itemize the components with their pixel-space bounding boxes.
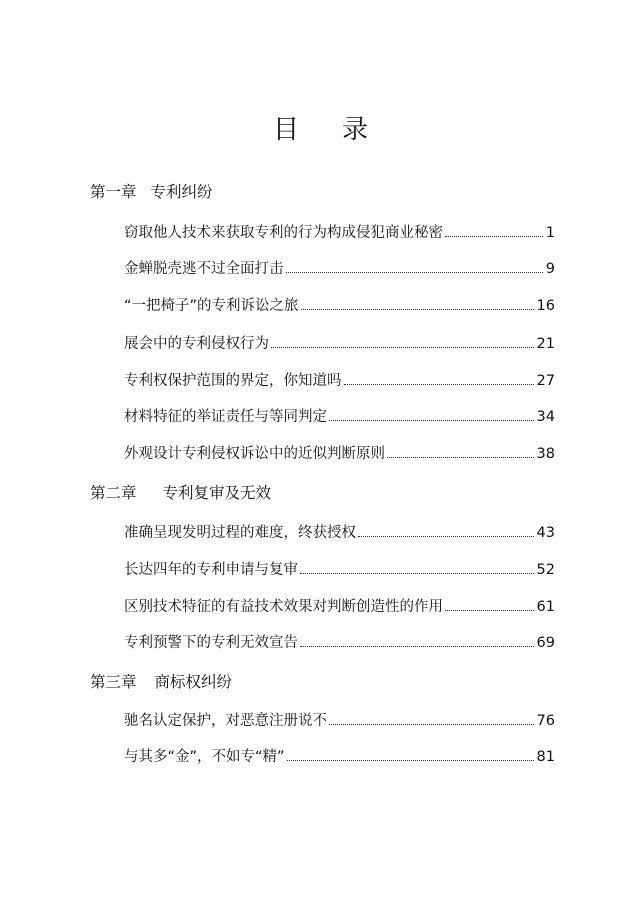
toc-entry-page: 52 [536, 562, 555, 578]
dot-leader [271, 347, 534, 348]
toc-entry-title: 展会中的专利侵权行为 [124, 336, 269, 352]
toc-entry[interactable] [124, 406, 555, 428]
toc-entry-page: 21 [536, 336, 555, 352]
toc-entry-title: 外观设计专利侵权诉讼中的近似判断原则 [124, 446, 385, 462]
dot-leader [300, 573, 534, 574]
toc-entry[interactable] [124, 710, 555, 732]
dot-leader [358, 536, 534, 537]
dot-leader [301, 309, 534, 310]
chapter-number: 第一章 [90, 183, 137, 201]
toc-entry-page: 1 [545, 225, 555, 241]
toc-entry[interactable] [124, 632, 555, 654]
toc-entry[interactable] [124, 258, 555, 280]
toc-entry-title: “一把椅子”的专利诉讼之旅 [124, 298, 299, 314]
toc-entry[interactable] [124, 295, 555, 317]
toc-entry-title: 材料特征的举证责任与等同判定 [124, 409, 327, 425]
toc-entry[interactable] [124, 559, 555, 581]
toc-entry-page: 43 [536, 525, 555, 541]
toc-entry[interactable] [124, 596, 555, 618]
dot-leader [445, 236, 543, 237]
toc-entry[interactable] [124, 522, 555, 544]
toc-entry-page: 38 [536, 446, 555, 462]
toc-entry[interactable] [124, 746, 555, 768]
toc-entry-title: 窃取他人技术来获取专利的行为构成侵犯商业秘密 [124, 225, 443, 241]
toc-entry[interactable] [124, 443, 555, 465]
toc-entry[interactable] [124, 333, 555, 355]
chapter-heading-2 [90, 482, 271, 504]
chapter-name: 专利复审及无效 [162, 484, 272, 502]
dot-leader [445, 610, 534, 611]
dot-leader [344, 384, 534, 385]
toc-entry-page: 76 [536, 713, 555, 729]
dot-leader [300, 646, 534, 647]
toc-entry-title: 区别技术特征的有益技术效果对判断创造性的作用 [124, 599, 443, 615]
toc-title-char-2: 录 [342, 115, 369, 145]
dot-leader [286, 272, 543, 273]
toc-title-char-1: 目 [273, 115, 300, 145]
toc-entry[interactable] [124, 222, 555, 244]
toc-entry-title: 准确呈现发明过程的难度，终获授权 [124, 525, 356, 541]
toc-entry-title: 与其多“金”，不如专“精” [124, 749, 285, 765]
dot-leader [287, 760, 534, 761]
toc-entry-title: 金蝉脱壳逃不过全面打击 [124, 261, 284, 277]
toc-entry-page: 34 [536, 409, 555, 425]
dot-leader [329, 724, 534, 725]
chapter-name: 专利纠纷 [150, 183, 213, 201]
toc-entry-title: 专利预警下的专利无效宣告 [124, 635, 298, 651]
toc-entry-title: 专利权保护范围的界定，你知道吗 [124, 373, 342, 389]
toc-entry-page: 81 [536, 749, 555, 765]
chapter-heading-1 [90, 181, 213, 203]
toc-entry-page: 69 [536, 635, 555, 651]
chapter-number: 第二章 [90, 484, 137, 502]
toc-entry[interactable] [124, 370, 555, 392]
toc-entry-page: 61 [536, 599, 555, 615]
dot-leader [329, 420, 534, 421]
toc-entry-page: 27 [536, 373, 555, 389]
dot-leader [387, 457, 534, 458]
toc-entry-page: 16 [536, 298, 555, 314]
chapter-name: 商标权纠纷 [154, 673, 233, 691]
chapter-heading-3 [90, 671, 232, 693]
toc-entry-title: 驰名认定保护，对恶意注册说不 [124, 713, 327, 729]
toc-entry-title: 长达四年的专利申请与复审 [124, 562, 298, 578]
chapter-number: 第三章 [90, 673, 137, 691]
toc-entry-page: 9 [545, 261, 555, 277]
